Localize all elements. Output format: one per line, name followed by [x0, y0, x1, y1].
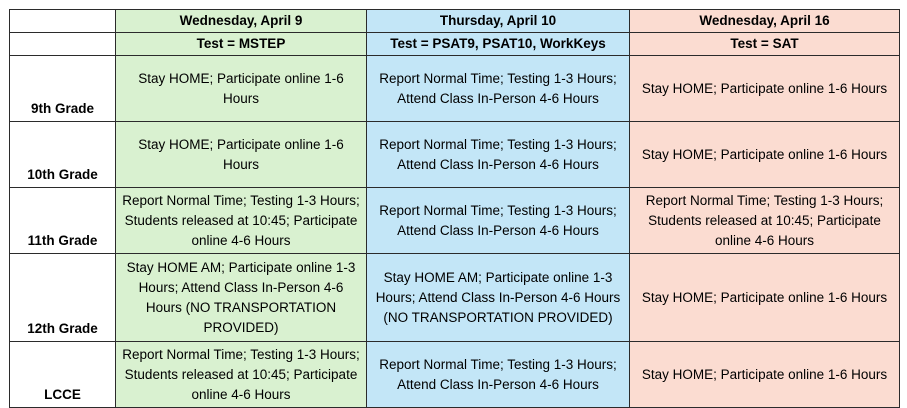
schedule-cell: Stay HOME; Participate online 1-6 Hours	[630, 342, 900, 408]
schedule-cell: Report Normal Time; Testing 1-3 Hours; Students released at 10:45; Participate online 4-6 Hours	[116, 342, 367, 408]
test-header-row	[10, 33, 900, 56]
schedule-cell: Stay HOME; Participate online 1-6 Hours	[630, 56, 900, 122]
test-header-sat: Test = SAT	[630, 33, 900, 56]
grade-label: 9th Grade	[10, 56, 116, 122]
schedule-cell: Stay HOME; Participate online 1-6 Hours	[116, 122, 367, 188]
schedule-cell: Report Normal Time; Testing 1-3 Hours; Attend Class In-Person 4-6 Hours	[367, 56, 630, 122]
grade-label: 12th Grade	[10, 254, 116, 342]
schedule-cell: Report Normal Time; Testing 1-3 Hours; Attend Class In-Person 4-6 Hours	[367, 188, 630, 254]
schedule-cell: Stay HOME AM; Participate online 1-3 Hours; Attend Class In-Person 4-6 Hours (NO TRANSPORTATION PROVIDED)	[367, 254, 630, 342]
schedule-cell: Report Normal Time; Testing 1-3 Hours; Attend Class In-Person 4-6 Hours	[367, 342, 630, 408]
schedule-cell: Report Normal Time; Testing 1-3 Hours; Students released at 10:45; Participate online 4-6 Hours	[116, 188, 367, 254]
table-row-12th-grade	[10, 254, 900, 342]
table-row-10th-grade	[10, 122, 900, 188]
grade-label: LCCE	[10, 342, 116, 408]
schedule-cell: Report Normal Time; Testing 1-3 Hours; Students released at 10:45; Participate online 4-6 Hours	[630, 188, 900, 254]
schedule-cell: Stay HOME; Participate online 1-6 Hours	[630, 122, 900, 188]
date-header-april-16: Wednesday, April 16	[630, 10, 900, 33]
test-header-mstep: Test = MSTEP	[116, 33, 367, 56]
testing-schedule-table	[9, 9, 900, 408]
schedule-cell: Report Normal Time; Testing 1-3 Hours; Attend Class In-Person 4-6 Hours	[367, 122, 630, 188]
test-header-psat: Test = PSAT9, PSAT10, WorkKeys	[367, 33, 630, 56]
date-header-april-9: Wednesday, April 9	[116, 10, 367, 33]
schedule-cell: Stay HOME AM; Participate online 1-3 Hours; Attend Class In-Person 4-6 Hours (NO TRANSPORTATION PROVIDED)	[116, 254, 367, 342]
table-row-lcce	[10, 342, 900, 408]
table-row-11th-grade	[10, 188, 900, 254]
grade-label: 11th Grade	[10, 188, 116, 254]
date-header-row	[10, 10, 900, 33]
table-row-9th-grade	[10, 56, 900, 122]
schedule-cell: Stay HOME; Participate online 1-6 Hours	[630, 254, 900, 342]
grade-label: 10th Grade	[10, 122, 116, 188]
corner-cell	[10, 33, 116, 56]
date-header-april-10: Thursday, April 10	[367, 10, 630, 33]
schedule-cell: Stay HOME; Participate online 1-6 Hours	[116, 56, 367, 122]
corner-cell	[10, 10, 116, 33]
